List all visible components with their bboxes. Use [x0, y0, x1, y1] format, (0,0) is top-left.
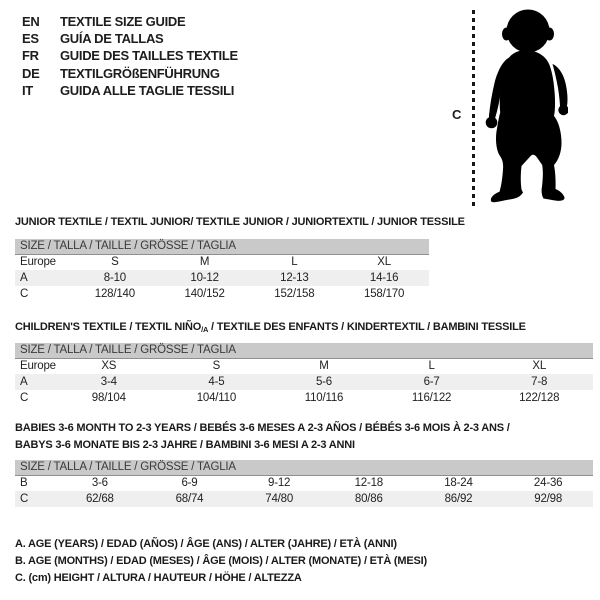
table-cell: L	[428, 360, 435, 373]
lang-title: TEXTILE SIZE GUIDE	[60, 14, 186, 29]
height-measure-line	[472, 10, 475, 206]
table-cell: 7-8	[485, 374, 593, 390]
lang-title: GUIDA ALLE TAGLIE TESSILI	[60, 82, 235, 98]
table-cell: 8-10	[70, 270, 160, 286]
table-cell: 110/116	[304, 392, 344, 404]
footnote-a: A. AGE (YEARS) / EDAD (AÑOS) / ÂGE (ANS) / ALTER (JAHRE) / ETÀ (ANNI)	[15, 538, 397, 550]
size-bar-label: SIZE / TALLA / TAILLE / GRÖSSE / TAGLIA	[15, 343, 593, 358]
footnotes	[15, 536, 427, 586]
table-row	[15, 491, 593, 507]
row-label: Europe	[20, 256, 56, 269]
table-cell: 92/98	[503, 491, 593, 507]
language-header	[22, 13, 238, 99]
lang-code: IT	[22, 82, 33, 98]
table-cell: 6-7	[378, 374, 486, 390]
table-cell: 24-36	[533, 477, 563, 490]
lang-title: GUIDE DES TAILLES TEXTILE	[60, 48, 238, 64]
row-label: B	[20, 477, 28, 490]
table-cell: 122/128	[519, 392, 560, 404]
table-cell: S	[111, 256, 119, 269]
table-row	[15, 374, 593, 390]
row-label: Europe	[20, 360, 56, 373]
table-cell: 3-6	[91, 477, 108, 490]
table-cell: 128/140	[94, 288, 135, 300]
table-cell: 98/104	[91, 392, 126, 404]
junior-table-title: JUNIOR TEXTILE / TEXTIL JUNIOR/ TEXTILE JUNIOR / JUNIORTEXTIL / JUNIOR TESSILE	[15, 216, 465, 228]
table-row	[15, 254, 429, 270]
table-cell: 4-5	[163, 374, 271, 390]
table-row	[15, 390, 593, 406]
table-cell: 152/158	[274, 288, 315, 300]
size-bar-row	[15, 343, 593, 358]
table-cell: 158/170	[364, 288, 405, 300]
size-bar-label: SIZE / TALLA / TAILLE / GRÖSSE / TAGLIA	[15, 239, 429, 254]
lang-row-fr	[22, 47, 238, 64]
size-bar-label: SIZE / TALLA / TAILLE / GRÖSSE / TAGLIA	[15, 460, 593, 475]
table-cell: 10-12	[160, 270, 250, 286]
table-cell: 68/74	[145, 491, 235, 507]
table-cell: 12-18	[354, 477, 383, 490]
baby-silhouette-icon	[483, 8, 568, 208]
size-bar-row	[15, 460, 593, 475]
table-row	[15, 270, 429, 286]
lang-row-en	[22, 13, 238, 30]
lang-code: DE	[22, 65, 40, 81]
children-table-title	[15, 321, 526, 334]
table-cell: XS	[101, 360, 117, 373]
row-label: C	[15, 491, 55, 507]
table-cell: 6-9	[181, 477, 198, 490]
table-cell: S	[212, 360, 221, 373]
footnote-c: C. (cm) HEIGHT / ALTURA / HAUTEUR / HÖHE / ALTEZZA	[15, 571, 302, 584]
row-label: A	[15, 270, 70, 286]
table-row	[15, 475, 593, 491]
table-cell: L	[291, 256, 298, 269]
table-cell: 140/152	[184, 288, 225, 300]
junior-size-table	[15, 239, 429, 302]
lang-row-es	[22, 30, 238, 47]
size-bar-row	[15, 239, 429, 254]
lang-code: EN	[22, 14, 40, 29]
table-cell: 14-16	[339, 270, 429, 286]
babies-title-line1: BABIES 3-6 MONTH TO 2-3 YEARS / BEBÉS 3-6 MESES A 2-3 AÑOS / BÉBÉS 3-6 MOIS À 2-3 ANS /	[15, 422, 510, 434]
table-cell: 5-6	[270, 374, 378, 390]
babies-size-table	[15, 460, 593, 507]
table-cell: 3-4	[55, 374, 163, 390]
table-cell: 62/68	[55, 491, 145, 507]
table-cell: 9-12	[268, 477, 291, 490]
footnote-b: B. AGE (MONTHS) / EDAD (MESES) / ÂGE (MOIS) / ALTER (MONATE) / ETÀ (MESI)	[15, 554, 427, 567]
table-cell: XL	[377, 256, 391, 269]
table-cell: XL	[532, 360, 547, 373]
lang-title: TEXTILGRÖßENFÜHRUNG	[60, 65, 220, 81]
lang-row-it	[22, 82, 238, 99]
lang-code: ES	[22, 31, 39, 47]
row-label: C	[20, 392, 29, 404]
children-size-table	[15, 343, 593, 406]
children-title-prefix: CHILDREN'S TEXTILE / TEXTIL NIÑO	[15, 321, 202, 333]
table-row	[15, 358, 593, 374]
table-cell: M	[319, 360, 329, 373]
table-cell: M	[199, 256, 210, 269]
children-title-suffix: / TEXTILE DES ENFANTS / KINDERTEXTIL / BAMBINI TESSILE	[208, 321, 526, 333]
table-cell: 86/92	[414, 491, 504, 507]
babies-table-title	[15, 420, 510, 453]
table-cell: 80/86	[324, 491, 414, 507]
row-label: C	[20, 288, 29, 300]
table-cell: 116/122	[411, 392, 452, 404]
table-cell: 104/110	[196, 392, 237, 404]
lang-row-de	[22, 65, 238, 82]
children-title-subscript: /A	[201, 325, 209, 334]
table-cell: 18-24	[444, 477, 473, 490]
table-row	[15, 286, 429, 302]
table-cell: 12-13	[250, 270, 340, 286]
row-label: A	[15, 374, 55, 390]
table-cell: 74/80	[234, 491, 324, 507]
babies-title-line2: BABYS 3-6 MONATE BIS 2-3 JAHRE / BAMBINI 3-6 MESI A 2-3 ANNI	[15, 438, 355, 451]
height-label-c: C	[452, 107, 462, 122]
lang-title: GUÍA DE TALLAS	[60, 31, 164, 47]
lang-code: FR	[22, 48, 39, 64]
